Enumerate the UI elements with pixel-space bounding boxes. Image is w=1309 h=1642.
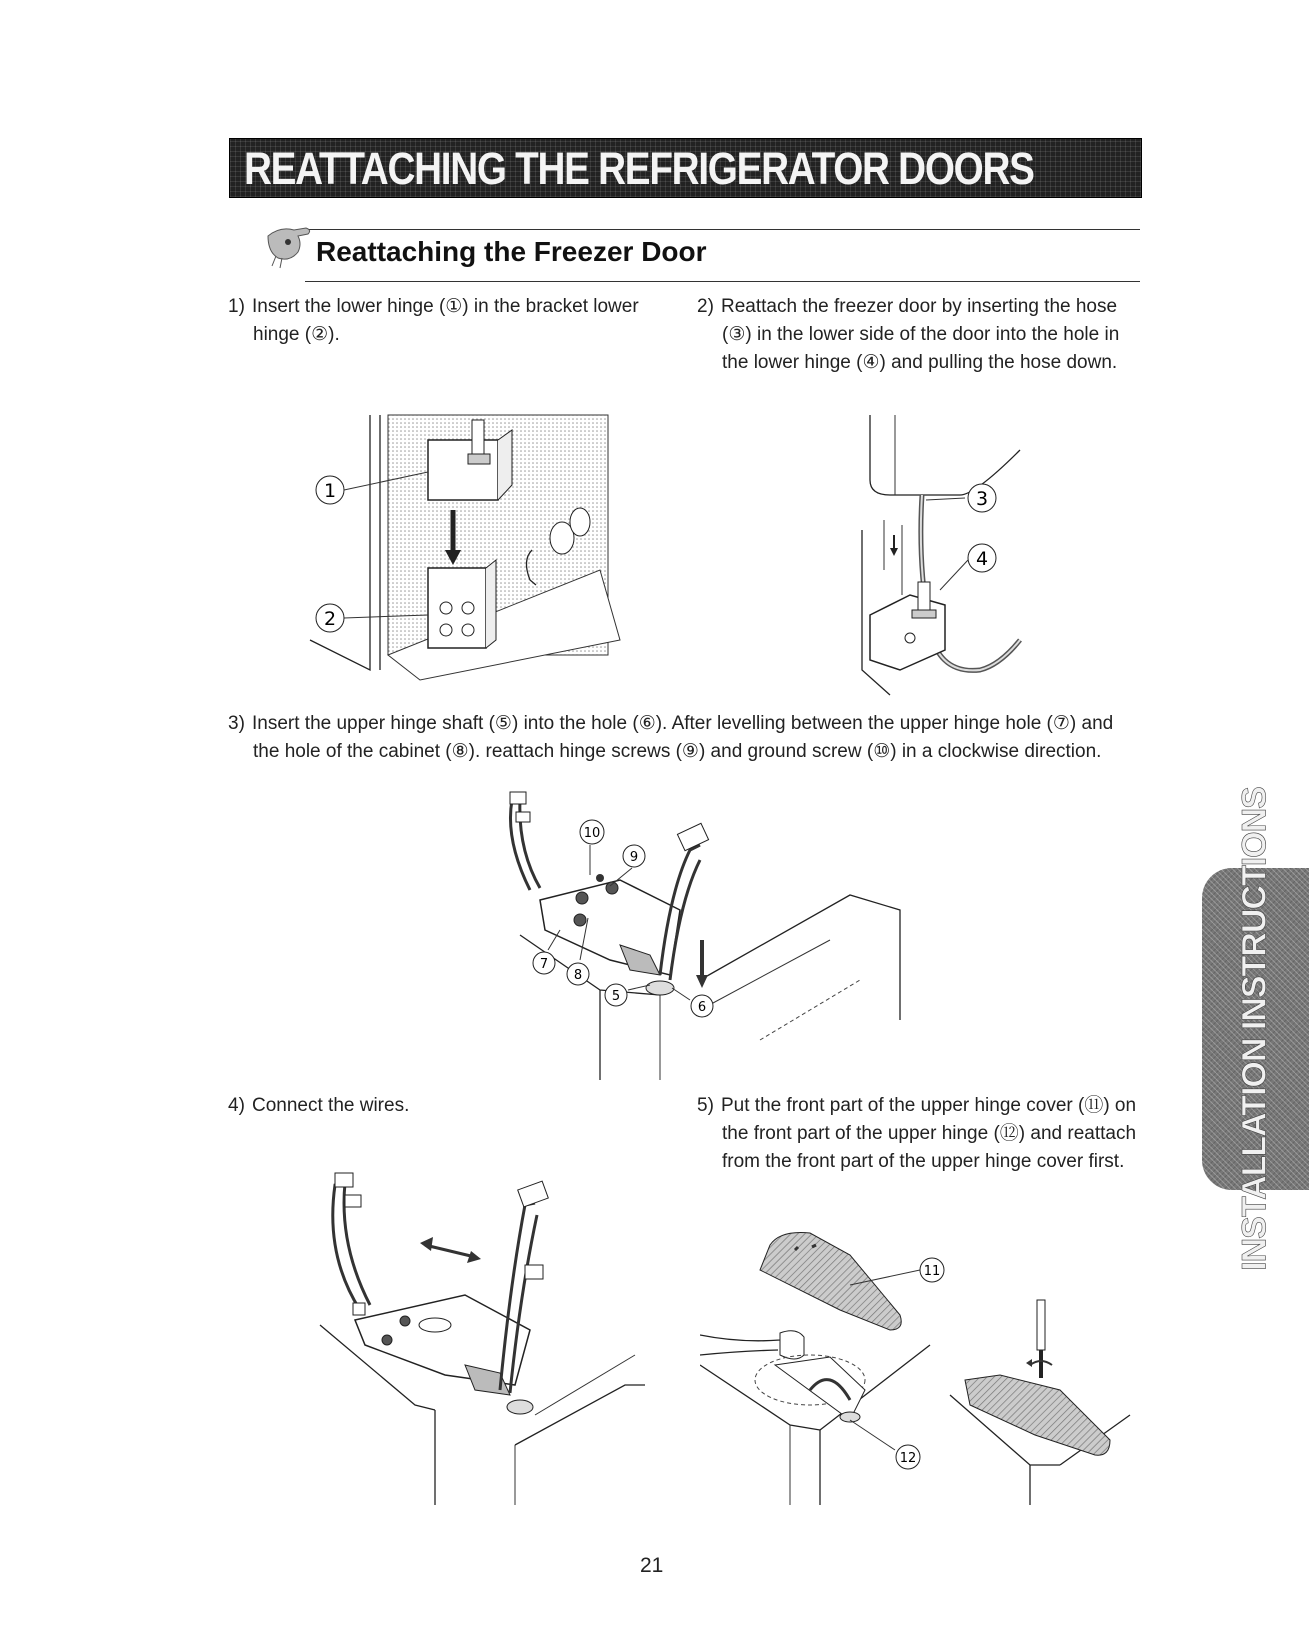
banner-title: REATTACHING THE REFRIGERATOR DOORS: [244, 143, 1034, 194]
figure-upper-hinge: [500, 780, 920, 1090]
step-number: 4): [228, 1095, 245, 1116]
step-line: (③) in the lower side of the door into the hole in: [722, 324, 1120, 345]
callout-5: 5: [611, 989, 621, 1004]
callout-10: 10: [583, 826, 601, 841]
callout-2: 2: [323, 608, 337, 630]
section-bottom-rule: [305, 281, 1140, 282]
step-5: [697, 1092, 1157, 1176]
callout-11: 11: [923, 1264, 941, 1279]
step-number: 5): [697, 1095, 714, 1116]
step-line: Insert the lower hinge (①) in the bracket lower: [252, 296, 639, 317]
step-3: [228, 710, 1148, 766]
figure-hinge-cover: [700, 1225, 1170, 1505]
figure-lower-hinge: [300, 410, 630, 690]
callout-1: 1: [323, 480, 337, 502]
figure-door-hose: [800, 410, 1050, 700]
step-number: 1): [228, 296, 245, 317]
step-2: [697, 293, 1147, 377]
step-4: [228, 1092, 628, 1120]
callout-12: 12: [899, 1451, 917, 1466]
step-line: Connect the wires.: [252, 1095, 410, 1116]
page-banner: [229, 138, 1142, 198]
step-1: [228, 293, 668, 349]
callout-8: 8: [573, 968, 583, 983]
figure-connect-wires: [315, 1145, 645, 1505]
callout-6: 6: [697, 1000, 707, 1015]
step-number: 2): [697, 296, 714, 317]
hand-pointing-icon: [262, 222, 316, 272]
step-line: the lower hinge (④) and pulling the hose down.: [722, 352, 1118, 373]
step-line: Reattach the freezer door by inserting the hose: [721, 296, 1118, 317]
section-side-tab: [1202, 787, 1309, 1271]
callout-7: 7: [539, 957, 549, 972]
callout-3: 3: [975, 488, 989, 510]
section-title: Reattaching the Freezer Door: [316, 236, 707, 267]
page-number: 21: [640, 1554, 664, 1577]
step-line: hinge (②).: [253, 324, 340, 345]
step-line: the hole of the cabinet (⑧). reattach hinge screws (⑨) and ground screw (⑩) in a clockwise direction.: [253, 741, 1102, 762]
step-number: 3): [228, 713, 245, 734]
step-line: the front part of the upper hinge (⑫) and reattach: [722, 1123, 1137, 1144]
side-tab-label: INSTALLATION INSTRUCTIONS: [1235, 787, 1274, 1271]
step-line: from the front part of the upper hinge cover first.: [722, 1151, 1125, 1172]
step-line: Insert the upper hinge shaft (⑤) into the hole (⑥). After levelling between the upper hinge hole (⑦) and: [252, 713, 1114, 734]
callout-4: 4: [975, 548, 989, 570]
step-line: Put the front part of the upper hinge cover (⑪) on: [721, 1095, 1137, 1116]
callout-9: 9: [629, 850, 639, 865]
section-top-rule: [305, 229, 1140, 230]
